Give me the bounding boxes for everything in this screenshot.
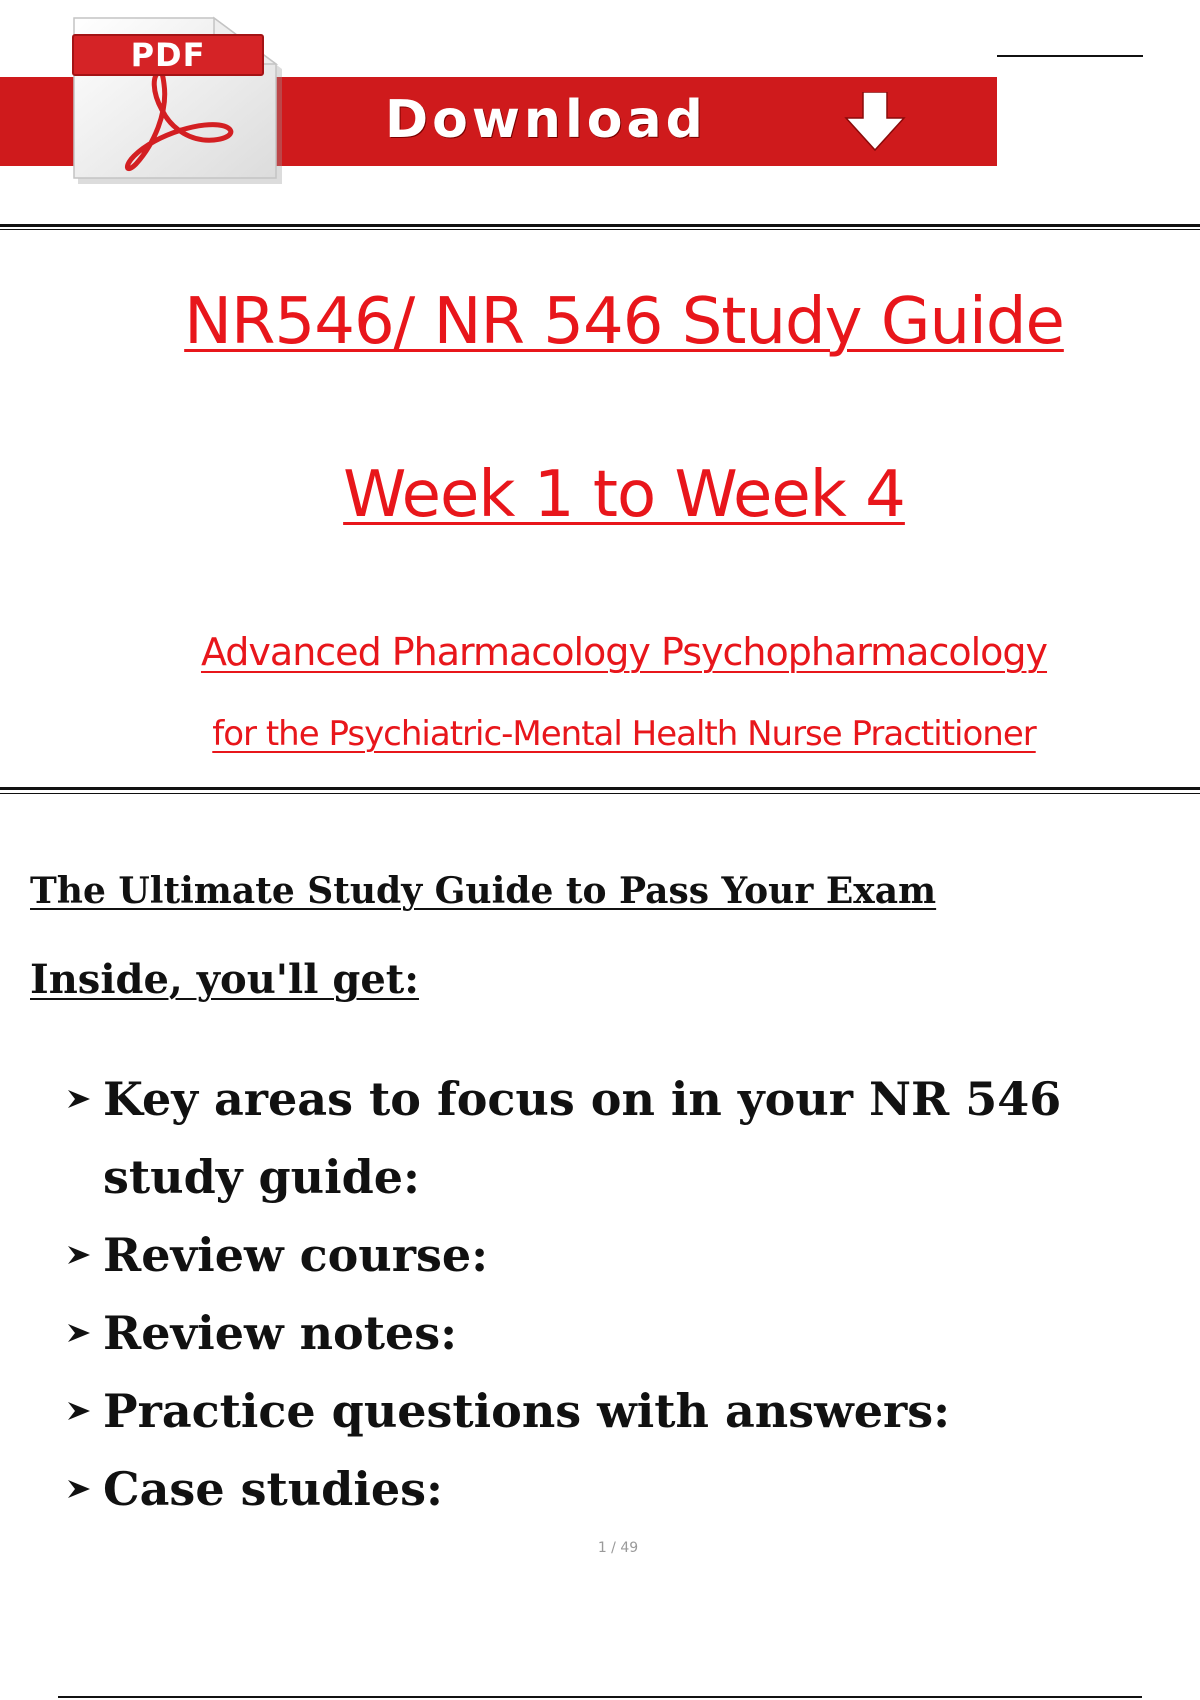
top-right-rule: [997, 55, 1143, 57]
week-range: Week 1 to Week 4: [343, 458, 905, 532]
list-item-text: Practice questions with answers:: [103, 1384, 951, 1438]
arrow-bullet-icon: [66, 1084, 94, 1114]
divider-bottom: [58, 1696, 1142, 1698]
inside-heading: Inside, you'll get:: [30, 956, 420, 1003]
list-item: [66, 1060, 1176, 1216]
divider-top: [0, 224, 1200, 227]
list-item-text: Case studies:: [103, 1462, 443, 1516]
pdf-badge: PDF: [72, 34, 264, 76]
feature-list: [66, 1060, 1176, 1528]
list-item-text: Review notes:: [103, 1306, 458, 1360]
divider-middle-thin: [0, 793, 1200, 794]
course-subtitle-line2: for the Psychiatric-Mental Health Nurse Practitioner: [212, 714, 1036, 754]
page-title: NR546/ NR 546 Study Guide: [184, 285, 1064, 359]
download-label[interactable]: Download: [385, 90, 707, 150]
list-item-text: Key areas to focus on in your NR 546 study guide:: [103, 1072, 1062, 1204]
pdf-file-icon[interactable]: [64, 12, 284, 184]
arrow-bullet-icon: [66, 1318, 94, 1348]
course-subtitle-line1: Advanced Pharmacology Psychopharmacology: [200, 630, 1048, 674]
arrow-bullet-icon: [66, 1474, 94, 1504]
list-item-text: Review course:: [103, 1228, 489, 1282]
divider-top-thin: [0, 229, 1200, 230]
tagline: The Ultimate Study Guide to Pass Your Exam: [30, 870, 937, 912]
page-counter: 1 / 49: [597, 1540, 639, 1556]
download-arrow-icon[interactable]: [842, 92, 908, 152]
list-item: [66, 1216, 1176, 1294]
list-item: [66, 1294, 1176, 1372]
arrow-bullet-icon: [66, 1240, 94, 1270]
arrow-bullet-icon: [66, 1396, 94, 1426]
divider-middle: [0, 787, 1200, 790]
list-item: [66, 1372, 1176, 1450]
list-item: [66, 1450, 1176, 1528]
